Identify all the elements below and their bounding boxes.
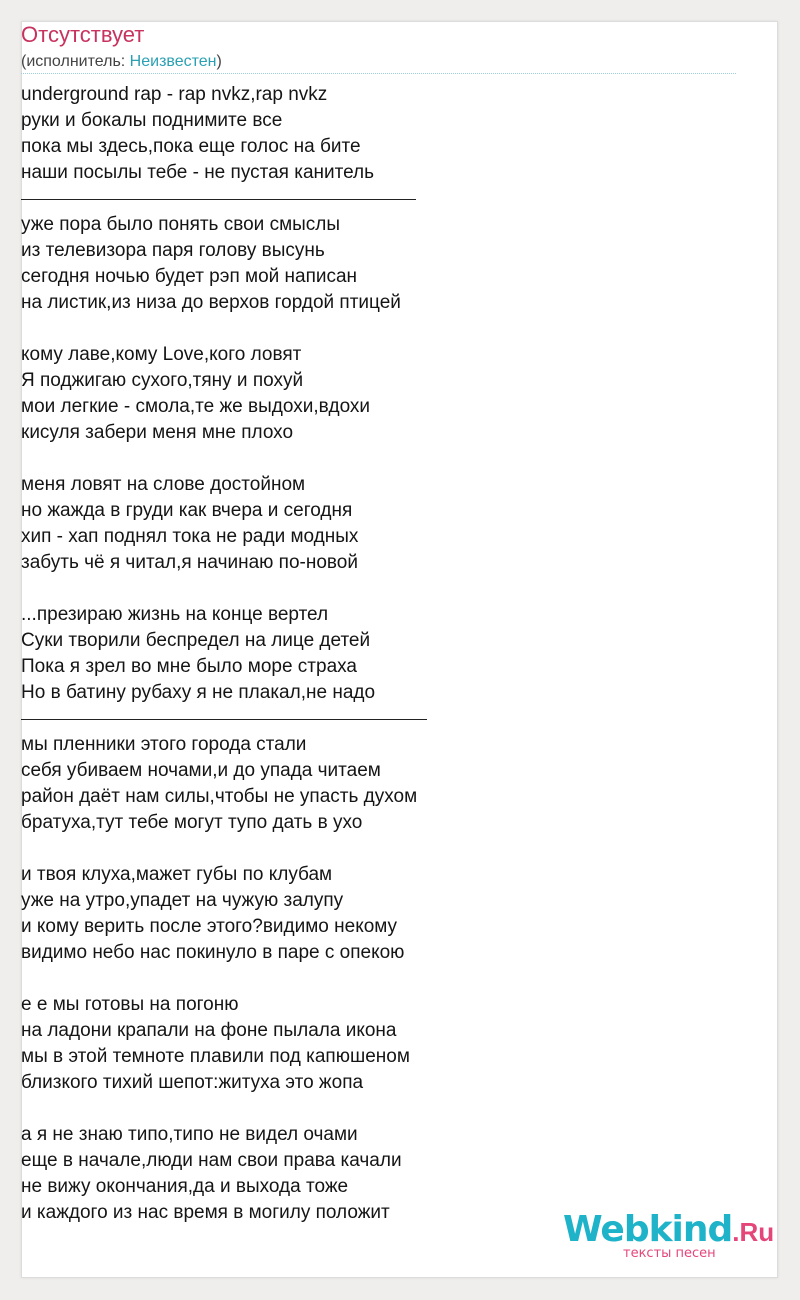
lyric-line: на листик,из низа до верхов гордой птицей — [21, 292, 401, 313]
lyric-line: район даёт нам силы,чтобы не упасть духом — [21, 786, 418, 807]
lyric-line: и каждого из нас время в могилу положит — [21, 1202, 390, 1223]
lyric-line: мы в этой темноте плавили под капюшеном — [21, 1046, 410, 1067]
lyric-line: а я не знаю типо,типо не видел очами — [21, 1124, 358, 1145]
blank-line — [21, 316, 427, 342]
separator-rule — [21, 186, 427, 212]
lyric-line: еще в начале,люди нам свои права качали — [21, 1150, 402, 1171]
blank-line — [21, 576, 427, 602]
lyric-line: наши посылы тебе - не пустая канитель — [21, 162, 375, 183]
lyric-line: забуть чё я читал,я начинаю по-новой — [21, 552, 358, 573]
logo-brand: Webkind — [563, 1209, 733, 1250]
lyric-line: и кому верить после этого?видимо некому — [21, 916, 398, 937]
song-title: Отсутствует — [21, 22, 145, 47]
artist-suffix: ) — [216, 53, 222, 70]
lyric-line: мои легкие - смола,те же выдохи,вдохи — [21, 396, 371, 417]
artist-line — [21, 52, 222, 72]
logo-tagline: тексты песен — [623, 1246, 716, 1261]
lyric-line: пока мы здесь,пока еще голос на бите — [21, 136, 361, 157]
blank-line — [21, 1096, 427, 1122]
lyric-line: руки и бокалы поднимите все — [21, 110, 283, 131]
header-divider — [21, 73, 736, 74]
blank-line — [21, 966, 427, 992]
artist-prefix: (исполнитель: — [21, 53, 130, 70]
logo-tld: .Ru — [732, 1217, 775, 1247]
separator-rule — [21, 706, 427, 732]
lyric-line: Пока я зрел во мне было море страха — [21, 656, 357, 677]
lyric-line: уже пора было понять свои смыслы — [21, 214, 341, 235]
lyric-line: мы пленники этого города стали — [21, 734, 307, 755]
blank-line — [21, 836, 427, 862]
lyric-line: не вижу окончания,да и выхода тоже — [21, 1176, 349, 1197]
lyric-line: Но в батину рубаху я не плакал,не надо — [21, 682, 376, 703]
lyric-line: е е мы готовы на погоню — [21, 994, 239, 1015]
lyric-line: underground rap - rap nvkz,rap nvkz — [21, 84, 328, 105]
lyrics-text — [21, 82, 427, 1226]
lyric-line: Я поджигаю сухого,тяну и похуй — [21, 370, 304, 391]
lyric-line: кисуля забери меня мне плохо — [21, 422, 294, 443]
lyric-line: себя убиваем ночами,и до упада читаем — [21, 760, 381, 781]
lyric-line: и твоя клуха,мажет губы по клубам — [21, 864, 333, 885]
webkind-logo — [563, 1209, 775, 1261]
lyric-line: ...презираю жизнь на конце вертел — [21, 604, 329, 625]
lyric-line: из телевизора паря голову высунь — [21, 240, 325, 261]
lyric-line: уже на утро,упадет на чужую залупу — [21, 890, 344, 911]
separator-line — [21, 706, 427, 720]
lyric-line: Суки творили беспредел на лице детей — [21, 630, 371, 651]
lyric-line: кому лаве,кому Love,кого ловят — [21, 344, 302, 365]
lyric-line: меня ловят на слове достойном — [21, 474, 306, 495]
lyric-line: сегодня ночью будет рэп мой написан — [21, 266, 358, 287]
lyric-line: видимо небо нас покинуло в паре с опекою — [21, 942, 405, 963]
lyric-line: близкого тихий шепот:житуха это жопа — [21, 1072, 364, 1093]
separator-line — [21, 186, 416, 200]
lyric-line: хип - хап поднял тока не ради модных — [21, 526, 359, 547]
lyric-line: братуха,тут тебе могут тупо дать в ухо — [21, 812, 363, 833]
artist-name: Неизвестен — [129, 53, 217, 70]
lyric-line: на ладони крапали на фоне пылала икона — [21, 1020, 397, 1041]
lyric-line: но жажда в груди как вчера и сегодня — [21, 500, 353, 521]
blank-line — [21, 446, 427, 472]
